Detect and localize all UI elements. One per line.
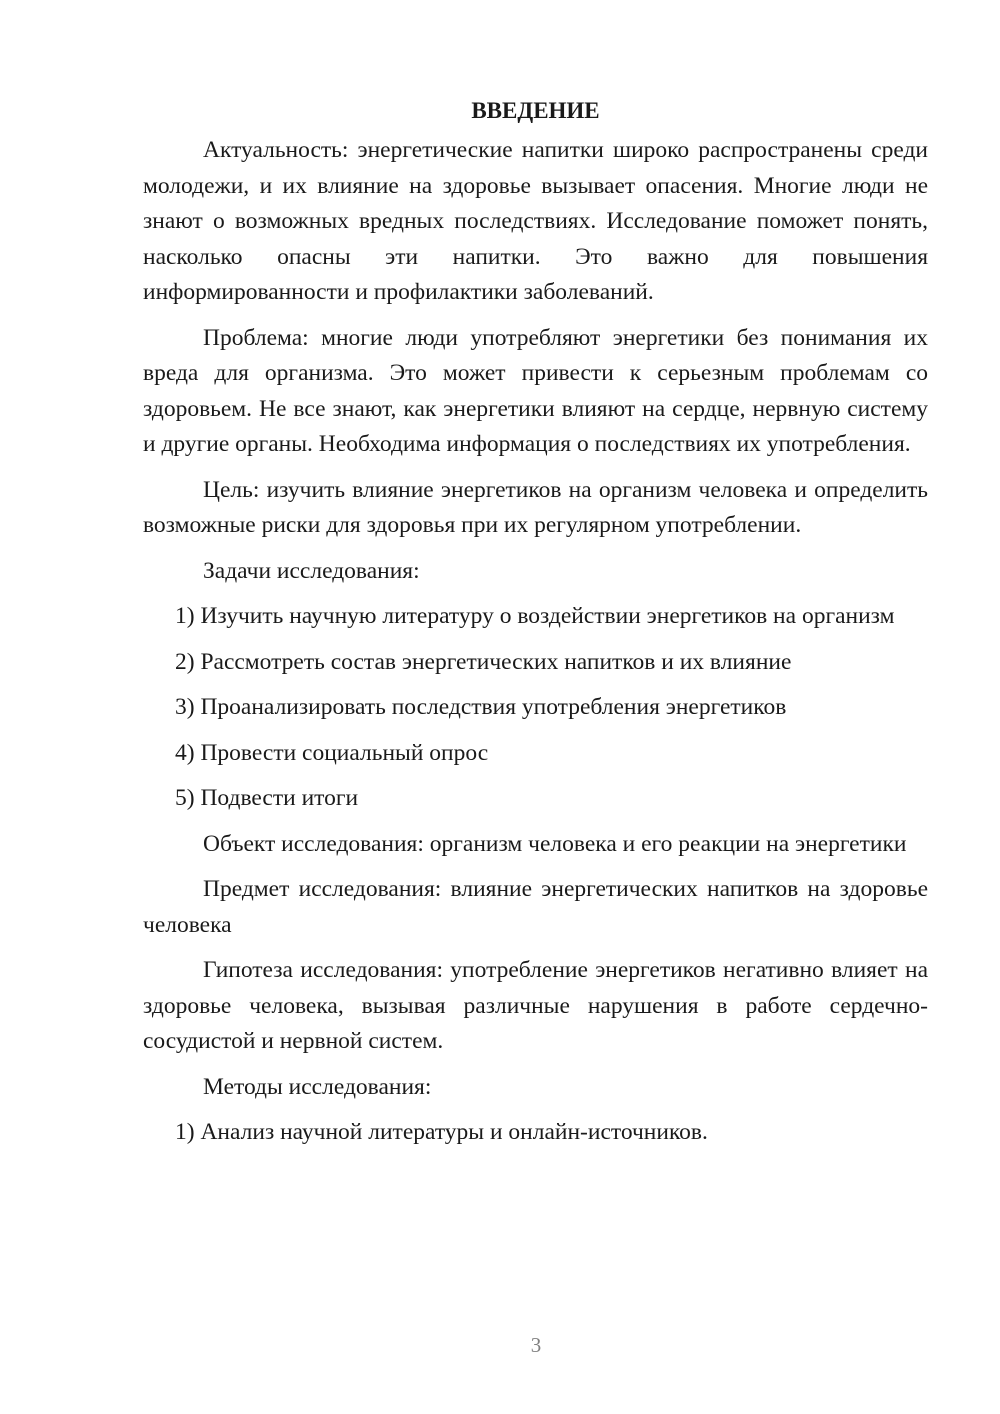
task-item-3: 3) Проанализировать последствия употребления энергетиков — [175, 694, 787, 720]
section-title: ВВЕДЕНИЕ — [471, 98, 600, 123]
task-item-5: 5) Подвести итоги — [175, 785, 359, 811]
method-item-1: 1) Анализ научной литературы и онлайн-источников. — [175, 1119, 708, 1145]
hypothesis-paragraph: Гипотеза исследования: употребление энергетиков негативно влияет на здоровье человека, вызывая различные нарушения в работе сердечно-сосудистой и нервной систем. — [143, 957, 928, 1054]
page-content — [143, 96, 928, 1161]
object-paragraph: Объект исследования: организм человека и его реакции на энергетики — [203, 830, 907, 857]
problem-paragraph: Проблема: многие люди употребляют энергетики без понимания их вреда для организма. Это может привести к серьезным проблемам со здоровьем. Не все знают, как энергетики влияют на сердце, нервную систему и другие органы. Необходима информация о последствиях их употребления. — [143, 324, 928, 457]
tasks-heading: Задачи исследования: — [203, 557, 420, 584]
task-item-1: 1) Изучить научную литературу о воздействии энергетиков на организм — [175, 603, 895, 629]
goal-paragraph: Цель: изучить влияние энергетиков на организм человека и определить возможные риски для здоровья при их регулярном употреблении. — [143, 476, 928, 538]
subject-paragraph: Предмет исследования: влияние энергетических напитков на здоровье человека — [143, 876, 928, 938]
page-number: 3 — [530, 1333, 542, 1357]
task-item-2: 2) Рассмотреть состав энергетических напитков и их влияние — [175, 648, 792, 675]
methods-heading: Методы исследования: — [203, 1073, 432, 1100]
task-item-4: 4) Провести социальный опрос — [175, 739, 489, 766]
relevance-paragraph: Актуальность: энергетические напитки широко распространены среди молодежи, и их влияние на здоровье вызывает опасения. Многие люди не знают о возможных вредных последствиях. Исследование поможет понять, насколько опасны эти напитки. Это важно для повышения информированности и профилактики заболеваний. — [143, 137, 928, 305]
